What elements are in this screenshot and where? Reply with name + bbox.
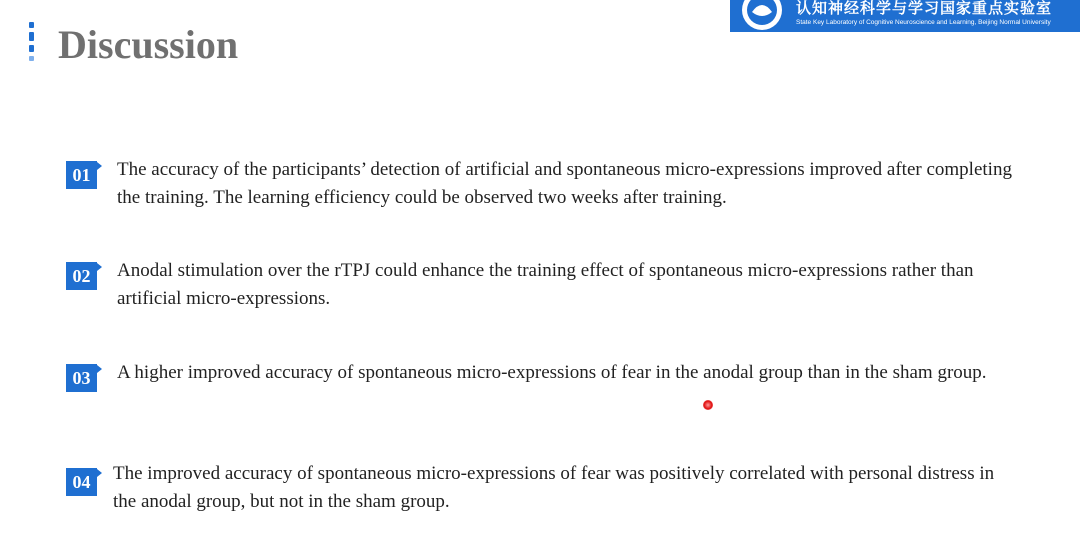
lab-name-chinese: 认知神经科学与学习国家重点实验室	[796, 0, 1053, 17]
point-text: The improved accuracy of spontaneous micro-expressions of fear was positively correlated with personal distress in the anodal group, but not in the sham group.	[113, 463, 995, 512]
title-accent-bar	[29, 22, 34, 28]
laser-pointer-dot	[703, 400, 713, 410]
title-accent-bar	[29, 45, 34, 52]
lab-name-english: State Key Laboratory of Cognitive Neuroscience and Learning, Beijing Normal University	[796, 19, 1051, 26]
point-text: The accuracy of the participants’ detection of artificial and spontaneous micro-expressions improved after completing the training. The learning efficiency could be observed two weeks after training.	[117, 159, 1012, 208]
point-number-badge: 03	[66, 364, 97, 392]
lab-logo-icon	[740, 0, 784, 32]
point-number-badge: 04	[66, 468, 97, 496]
point-number-badge: 02	[66, 262, 97, 290]
point-text: A higher improved accuracy of spontaneous micro-expressions of fear in the anodal group than in the sham group.	[117, 362, 987, 383]
title-accent-bar	[29, 56, 34, 61]
lab-banner	[730, 0, 1080, 32]
point-text: Anodal stimulation over the rTPJ could enhance the training effect of spontaneous micro-expressions rather than artificial micro-expressions.	[117, 260, 974, 309]
title-accent-bar	[29, 32, 34, 41]
point-number-badge: 01	[66, 161, 97, 189]
page-title: Discussion	[58, 22, 239, 67]
